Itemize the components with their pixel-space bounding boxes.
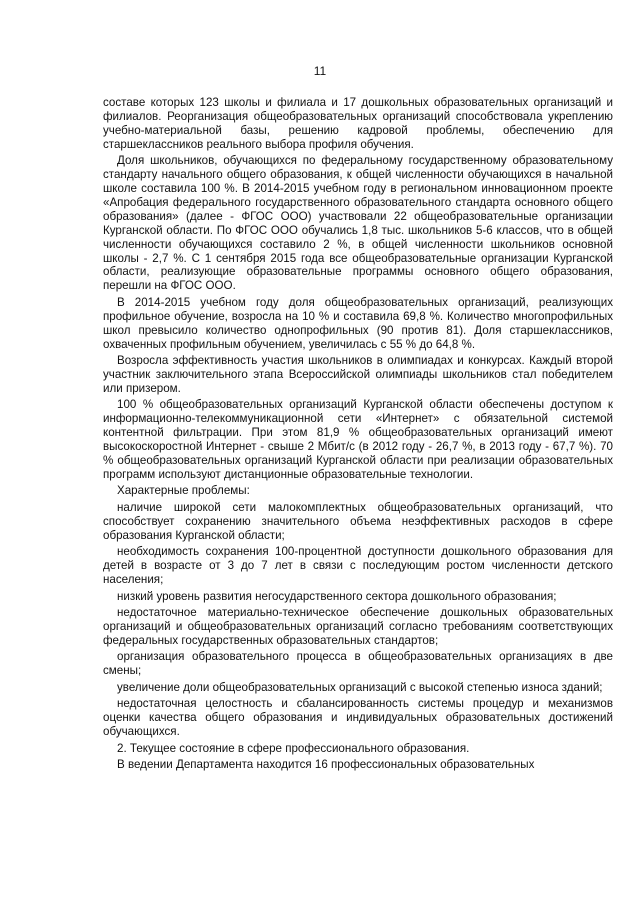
- section-heading: 2. Текущее состояние в сфере профессионального образования.: [117, 741, 470, 755]
- paragraph: В ведении Департамента находится 16 профессиональных образовательных: [117, 758, 535, 772]
- paragraph: Доля школьников, обучающихся по федеральному государственному образовательному стандарту начального общего образования, к общей численности обучающихся в начальной школе составила 100 %. В 2014-2015 учебном году в региональном инновационном проекте «Апробация федерального государственного образовательного стандарта основного общего образования» (далее - ФГОС ООО) участвовали 22 общеобразовательные организации Курганской области. По ФГОС ООО обучались 1,8 тыс. школьников 5-6 классов, что в общей численности обучающихся составило 2 %, в общей численности школьников основной школы - 2,7 %. С 1 сентября 2015 года все общеобразовательные организации Курганской области, реализующие образовательные программы основного общего образования, перешли на ФГОС ООО.: [103, 154, 613, 293]
- paragraph: необходимость сохранения 100-процентной доступности дошкольного образования для детей в возрасте от 3 до 7 лет в связи с последующим ростом численности детского населения;: [103, 545, 613, 587]
- paragraph: 100 % общеобразовательных организаций Курганской области обеспечены доступом к информационно-телекоммуникационной сети «Интернет» с обязательной системой контентной фильтрации. При этом 81,9 % общеобразовательных организаций имеют высокоскоростной Интернет - свыше 2 Мбит/с (в 2012 году - 26,7 %, в 2013 году - 67,7 %). 70 % общеобразовательных организаций Курганской области при реализации образовательных программ используют дистанционные образовательные технологии.: [103, 398, 613, 481]
- paragraph: организация образовательного процесса в общеобразовательных организациях в две смены;: [103, 650, 613, 678]
- paragraph: наличие широкой сети малокомплектных общеобразовательных организаций, что способствует сохранению значительного объема неэффективных расходов в сфере образования Курганской области;: [103, 500, 613, 542]
- page-number: 11: [313, 64, 327, 78]
- paragraph: увеличение доли общеобразовательных организаций с высокой степенью износа зданий;: [117, 680, 603, 694]
- paragraph: составе которых 123 школы и филиала и 17 дошкольных образовательных организаций и филиалов. Реорганизация общеобразовательных организаций способствовала укреплению учебно-материальной базы, решению кадровой проблемы, обеспечению для старшеклассников реального выбора профиля обучения.: [103, 96, 613, 151]
- document-body: [103, 96, 613, 775]
- paragraph: низкий уровень развития негосударственного сектора дошкольного образования;: [117, 589, 557, 603]
- paragraph: Характерные проблемы:: [117, 484, 250, 498]
- paragraph: Возросла эффективность участия школьников в олимпиадах и конкурсах. Каждый второй участник заключительного этапа Всероссийской олимпиады школьников стал победителем или призером.: [103, 354, 613, 395]
- paragraph: недостаточная целостность и сбалансированность системы процедур и механизмов оценки качества общего образования и индивидуальных образовательных достижений обучающихся.: [103, 697, 613, 739]
- paragraph: В 2014-2015 учебном году доля общеобразовательных организаций, реализующих профильное обучение, возросла на 10 % и составила 69,8 %. Количество многопрофильных школ превысило количество однопрофильных (90 против 81). Доля старшеклассников, охваченных профильным обучением, увеличилась с 55 % до 64,8 %.: [103, 295, 613, 351]
- paragraph: недостаточное материально-техническое обеспечение дошкольных образовательных организаций и общеобразовательных организаций согласно требованиям соответствующих федеральных государственных образовательных стандартов;: [103, 606, 613, 647]
